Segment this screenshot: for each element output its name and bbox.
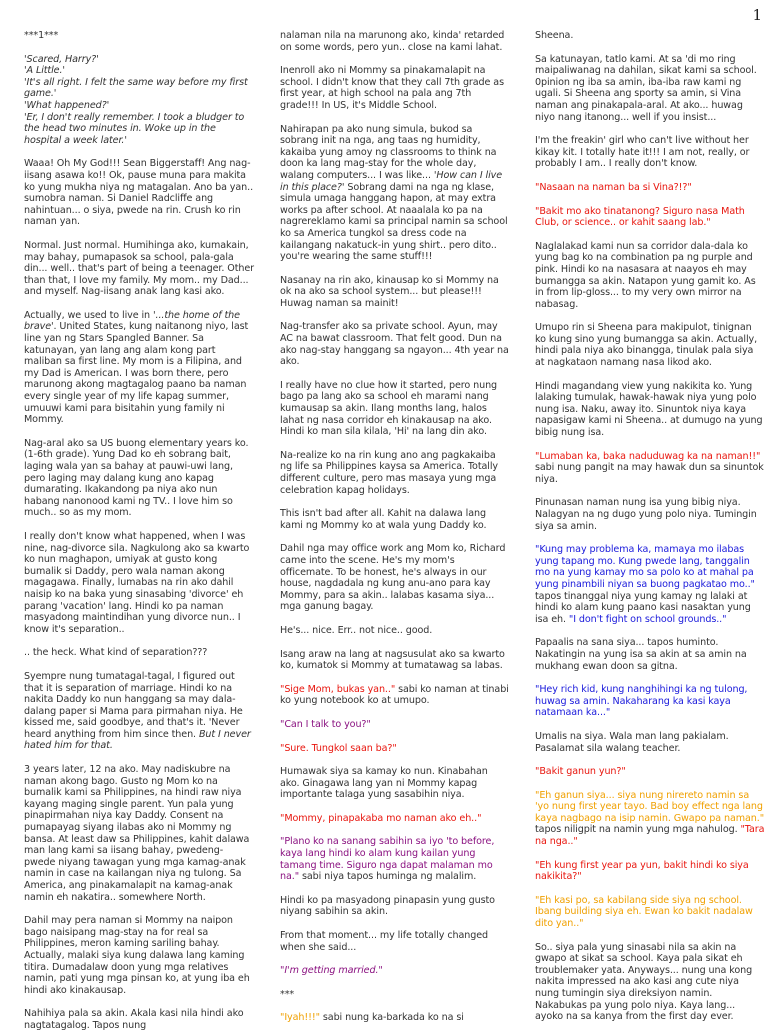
paragraph: From that moment... my life totally changed when she said...: [280, 930, 489, 953]
text-span: ' Sobrang dami na nga ng klase, simula umaga hanggang hapon, at may extra works pa after school. At naaalala ko pa na nagrereklamo kami sa principal namin sa school ko sa America tungkol sa dress code na kailangang nakatuck-in yung shirt.. pero dito.. you're wearing the same stuff!!!: [280, 181, 508, 263]
text-span: tapos tinanggal niya yung kamay ng lalaki at hindi ko alam kung paano kasi nasaktan yung isa eh.: [535, 590, 751, 625]
paragraph: So.. siya pala yung sinasabi nila sa akin na gwapo at sikat sa school. Kaya pala sikat eh troublemaker yata. Anyways... nung una kong nakita impressed na ako kasi ang cute niya nung tumingin siya direksiyon namin. Nakabukas pa yung polo niya. Kaya lang... ayoko na sa kanya from the first day ever.: [535, 941, 753, 1023]
paragraph: Umalis na siya. Wala man lang pakialam. Pasalamat sila walang teacher.: [535, 730, 729, 754]
paragraph: Nasanay na rin ako, kinausap ko si Mommy na ok na ako sa school system... but please!!! Huwag naman sa mainit!: [280, 274, 499, 309]
paragraph: 3 years later, 12 na ako. May nadiskubre na naman akong bago. Gusto ng Mom ko na bumalik kami sa Philippines, na hindi raw niya kayang maging single parent. Yun pala yung pinapirmahan niya kay Daddy. Consent na pumapayag siyang ilabas ako ni Mommy ng bansa. At least daw sa Philippines, kahit dalawa man lang kami sa iisang bahay, pwedeng-pwede niyang tawagan yung mga kamag-anak namin in case na kailangan niya ng tulong. Sa America, ang pinakamalapit na kamag-anak namin eh nakatira.. somewhere North.: [24, 764, 250, 903]
dialogue-red: "Bakit mo ako tinatanong? Siguro nasa Math Club, or science.. or kahit saang lab.": [535, 205, 745, 229]
scene-break: ***: [280, 988, 295, 1000]
paragraph: Umupo rin si Sheena para makipulot, tinignan ko kung sino yung bumangga sa akin. Actually, hindi pala niya ako binangga, tinulak pala siya at nagkataon namang nasa likod ako.: [535, 322, 758, 369]
dialogue-red: "Sige Mom, bukas yan..": [280, 683, 396, 695]
dialogue-orange: "Eh ganun siya... siya nung nirereto namin sa 'yo nung first year tayo. Bad boy effect nga lang kaya nagbago na isip namin. Gwapo pa naman.": [535, 789, 765, 824]
text-span: sabi niya tapos huminga ng malalim.: [299, 871, 477, 883]
italic-span: ...the home of the brave: [24, 309, 240, 333]
dialogue-red: "Mommy, pinapakaba mo naman ako eh..": [280, 812, 482, 824]
paragraph: Dahil may pera naman si Mommy na naipon bago naisipang mag-stay na for real sa Philippines, meron kaming sariling bahay. Actually, malaki siya kung dalawa lang kaming titira. Dumadalaw doon yung mga relatives namin, pati yung mga pinsan ko, at yung iba eh hindi ako kinakausap.: [24, 915, 250, 996]
paragraph: Papaalis na sana siya... tapos huminto. Nakatingin na yung isa sa akin at sa amin na mukhang ewan doon sa gitna.: [535, 637, 747, 672]
dialogue-red: "Bakit ganun yun?": [535, 766, 626, 778]
paragraph: [535, 790, 765, 848]
text-span: Actually, we used to live in ': [24, 309, 156, 321]
paragraph: This isn't bad after all. Kahit na dalawa lang kami ng Mommy ko at wala yung Daddy ko.: [280, 508, 487, 531]
paragraph: Nag-aral ako sa US buong elementary years ko. (1-6th grade). Yung Dad ko eh sobrang bait, laging wala yan sa bahay at pauwi-uwi lang, pero laging may dalang kung ano kapag dumarating. Ikakandong pa niya ako nun habang nanonood kami ng TV.. I love him so much.. so as my mom.: [24, 437, 249, 519]
paragraph: Waaa! Oh My God!!! Sean Biggerstaff! Ang nag-iisang asawa ko!! Ok, pause muna para makita ko yung mukha niya ng matagalan. Ano ba yan.. sumobra naman. Si Daniel Radcliffe ang nahintuan... o siya, pwede na rin. Crush ko rin naman yan.: [24, 158, 254, 228]
dialogue-red: "Nasaan na naman ba si Vina?!?": [535, 181, 692, 193]
italic-span: But I never hated him for that.: [24, 728, 251, 752]
dialogue-blue: "Kung may problema ka, mamaya mo ilabas yung tapang mo. Kung pwede lang, tanggalin mo na yung kamay mo sa polo ko at mahal pa yung pinambili niyan sa buong pagkatao mo..": [535, 544, 755, 590]
page-number: 1: [752, 6, 762, 24]
dialogue-purple: "Can I talk to you?": [280, 718, 371, 730]
paragraph: Normal. Just normal. Humihinga ako, kumakain, may bahay, pumapasok sa school, pala-gala din... well.. that's part of being a teenager. Other than that, I love my family. My mom.. my Dad... and myself. Nag-iisang anak lang kasi ako.: [24, 239, 254, 298]
text-span: sabi nung ka-barkada ko na si: [319, 1012, 464, 1024]
paragraph: [535, 451, 765, 486]
chapter-marker: ***1***: [24, 30, 59, 41]
paragraph: [280, 1012, 510, 1024]
paragraph: He's... nice. Err.. not nice.. good.: [280, 624, 433, 636]
paragraph: Sheena.: [535, 30, 574, 41]
text-span: Nahirapan pa ako nung simula, bukod sa sobrang init na nga, ang taas ng humidity, kakaiba yung amoy ng classrooms to think na doon ka lang mag-stay for the whole day, walang computers... I was like... ': [280, 123, 497, 181]
paragraph: Na-realize ko na rin kung ano ang pagkakaiba ng life sa Philippines kaysa sa America. Totally different culture, pero mas masaya yung mga celebration kapag holidays.: [280, 449, 498, 496]
paragraph: [280, 836, 510, 882]
dialogue-orange: "Eh kasi po, sa kabilang side siya ng school. Ibang building siya eh. Ewan ko bakit nadalaw dito yan..": [535, 894, 753, 930]
dialogue-red: "Lumaban ka, baka naduduwag ka na naman!!": [535, 450, 761, 462]
paragraph: I really have no clue how it started, pero nung bago pa lang ako sa school eh marami nang kumausap sa akin. Ilang months lang, halos lahat ng nasa corridor eh kinakausap na ako. Hindi ko man sila kilala, 'Hi' na lang din ako.: [280, 379, 498, 438]
paragraph: Nahihiya pala sa akin. Akala kasi nila hindi ako nagtatagalog. Tapos nung: [24, 1008, 244, 1031]
dialogue-red: "Sure. Tungkol saan ba?": [280, 742, 397, 754]
dialogue-purple: "Plano ko na sanang sabihin sa iyo 'to before, kaya lang hindi ko alam kung kailan yung tamang time. Siguro nga dapat malaman mo na.": [280, 836, 495, 883]
text-span: Syempre nung tumatagal-tagal, I figured out that it is separation of marriage. Hindi ko na nakita Daddy ko nun hanggang sa may dala-dalang paper si Mama para pirmahan niya. He kissed me, said goodbye, and that's it. 'Never heard anything from him since then.: [24, 670, 243, 740]
paragraph: Dahil nga may office work ang Mom ko, Richard came into the scene. He's my mom's officemate. To be honest, he's always in our house, nagdadala ng kung anu-ano para kay Mommy, para sa akin.. lalabas kasama siya... mga ganung bagay.: [280, 543, 506, 613]
text-span: sabi ko naman at tinabi ko yung notebook ko at umupo.: [280, 683, 509, 707]
paragraph: Naglalakad kami nun sa corridor dala-dala ko yung bag ko na combination pa ng purple and pink. Hindi ko na nasasara at naayos eh may bumangga sa akin. Natapon yung gamit ko. As in from lip-gloss... to my very own mirror na nabasag.: [535, 240, 756, 310]
dialogue-orange: "Iyah!!!": [280, 1012, 320, 1024]
paragraph: Humawak siya sa kamay ko nun. Kinabahan ako. Ginagawa lang yan ni Mommy kapag importante talaga yung sasabihin niya.: [280, 766, 488, 801]
paragraph: [24, 671, 254, 752]
paragraph: Hindi ko pa masyadong pinapasin yung gusto niyang sabihin sa akin.: [280, 894, 495, 918]
dialogue-red: "Tara na nga..": [535, 824, 765, 848]
paragraph: .. the heck. What kind of separation???: [24, 647, 208, 659]
dialogue-purple: "I'm getting married.": [280, 965, 383, 977]
text-column-3: [535, 30, 765, 1023]
paragraph: [280, 124, 510, 263]
text-span: '. United States, kung naitanong niyo, last line yan ng Stars Spangled Banner. Sa katunayan, yan lang ang alam kong part maliban sa first line. My mom is a Filipina, and my Dad is American. I was born there, pero marunong akong magtagalog paano ba naman every single year of my life kapag summer, umuuwi kami para bisitahin yung family ni Mommy.: [24, 321, 249, 426]
paragraph: Nag-transfer ako sa private school. Ayun, may AC na bawat classroom. That felt good. Dun na ako nag-stay hanggang sa ngayon... 4th year na ako.: [280, 321, 509, 368]
quote-block: 'Scared, Harry?' 'A Little.' 'It's all right. I felt the same way before my first game.' 'What happened?' 'Er, I don't really remember. I took a bludger to the head two minutes in. Woke up in the hospital a week later.': [24, 53, 248, 146]
paragraph: Pinunasan naman nung isa yung bibig niya. Nalagyan na ng dugo yung polo niya. Tumingin siya sa amin.: [535, 497, 757, 532]
paragraph: [280, 684, 510, 707]
paragraph: [535, 544, 765, 625]
italic-span: How can I live in this place?: [280, 169, 503, 193]
dialogue-blue: "I don't fight on school grounds..": [568, 613, 727, 625]
dialogue-blue: "Hey rich kid, kung nanghihingi ka ng tulong, huwag sa amin. Nakaharang ka kasi kaya natamaan ka...": [535, 684, 748, 719]
paragraph: Inenroll ako ni Mommy sa pinakamalapit na school. I didn't know that they call 7th grade as first year, at high school na pala ang 7th grade!!! In US, it's Middle School.: [280, 65, 504, 111]
paragraph: [24, 310, 254, 426]
text-span: tapos niligpit na namin yung mga nahulog.: [535, 824, 741, 836]
text-column-1: [24, 30, 254, 1031]
paragraph: Hindi magandang view yung nakikita ko. Yung lalaking tumulak, hawak-hawak niya yung polo nung isa. Naku, away ito. Sinuntok niya kaya napasigaw kami ni Sheena.. at dumugo na yung bibig nung isa.: [535, 380, 763, 439]
paragraph: I'm the freakin' girl who can't live without her kikay kit. I totally hate it!!! I am not, really, or probably I am.. I really don't know.: [535, 135, 750, 170]
text-span: sabi nung pangit na may hawak dun sa sinuntok niya.: [535, 462, 764, 485]
paragraph: I really don't know what happened, when I was nine, nag-divorce sila. Nagkulong ako sa kwarto ko nun maghapon, umiyak at gusto kong bumalik si Daddy, pero wala naman akong magagawa. Finally, lumabas na rin ako dahil naisip ko na baka yung sinasabing 'divorce' eh parang 'vacation' lang. Hindi ko pa naman masyadong maintindihan yung divorce nun.. I know it's separation..: [24, 530, 250, 635]
paragraph: Sa katunayan, tatlo kami. At sa 'di mo ring maipaliwanag na dahilan, sikat kami sa school. 0pinion ng iba sa amin, iba-iba raw kami ng ugali. Si Sheena ang sporty sa amin, si Vina naman ang pinakapala-aral. At ako... huwag niyo nang itanong... well if you insist...: [535, 53, 757, 123]
text-column-2: [280, 30, 510, 1024]
paragraph: nalaman nila na marunong ako, kinda' retarded on some words, pero yun.. close na kami lahat.: [280, 30, 505, 53]
paragraph: Isang araw na lang at nagsusulat ako sa kwarto ko, kumatok si Mommy at tumatawag sa labas.: [280, 648, 505, 672]
dialogue-red: "Eh kung first year pa yun, bakit hindi ko siya nakikita?": [535, 859, 749, 883]
